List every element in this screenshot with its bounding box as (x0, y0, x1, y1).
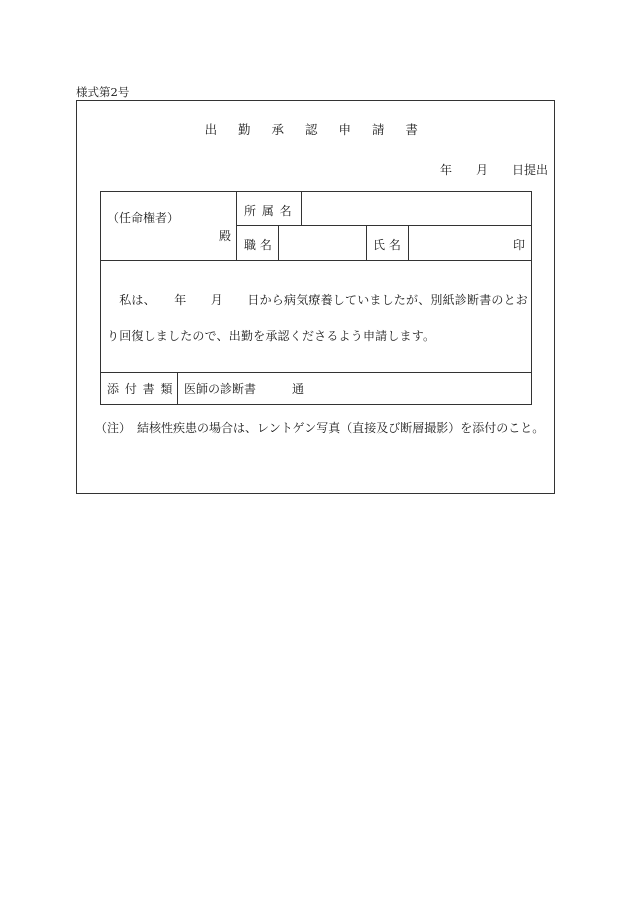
submission-date[interactable]: 年 月 日提出 (439, 163, 548, 177)
divider-row1 (236, 225, 532, 226)
affiliation-label: 所 属 名 (244, 204, 293, 218)
statement-line-2: り回復しましたので、出勤を承認くださるよう申請します。 (107, 329, 436, 343)
divider-name-label (366, 225, 367, 260)
divider-position (278, 225, 279, 260)
divider-affiliation (301, 192, 302, 225)
divider-header-bottom (101, 260, 531, 261)
application-statement (107, 282, 527, 354)
name-label: 氏 名 (373, 238, 401, 252)
divider-authority (236, 192, 237, 260)
footnote: （注） 結核性疾患の場合は、レントゲン写真（直接及び断層撮影）を添付のこと。 (95, 421, 545, 435)
attachment-label: 添 付 書 類 (107, 382, 174, 396)
divider-body-bottom (101, 372, 531, 373)
form-title: 出 勤 承 認 申 請 書 (204, 122, 427, 137)
position-label: 職 名 (244, 238, 272, 252)
statement-line-1: 私は、 年 月 日から病気療養していましたが、別紙診断書のとお (107, 293, 529, 307)
form-number: 様式第2号 (76, 85, 130, 99)
honorific: 殿 (219, 229, 232, 243)
divider-name (408, 225, 409, 260)
application-table (100, 191, 532, 405)
appointing-authority-label: （任命権者） (107, 211, 180, 225)
seal-mark: 印 (513, 238, 526, 252)
attachment-value[interactable]: 医師の診断書 通 (184, 382, 305, 396)
divider-attachment (177, 372, 178, 404)
application-form (76, 100, 555, 494)
